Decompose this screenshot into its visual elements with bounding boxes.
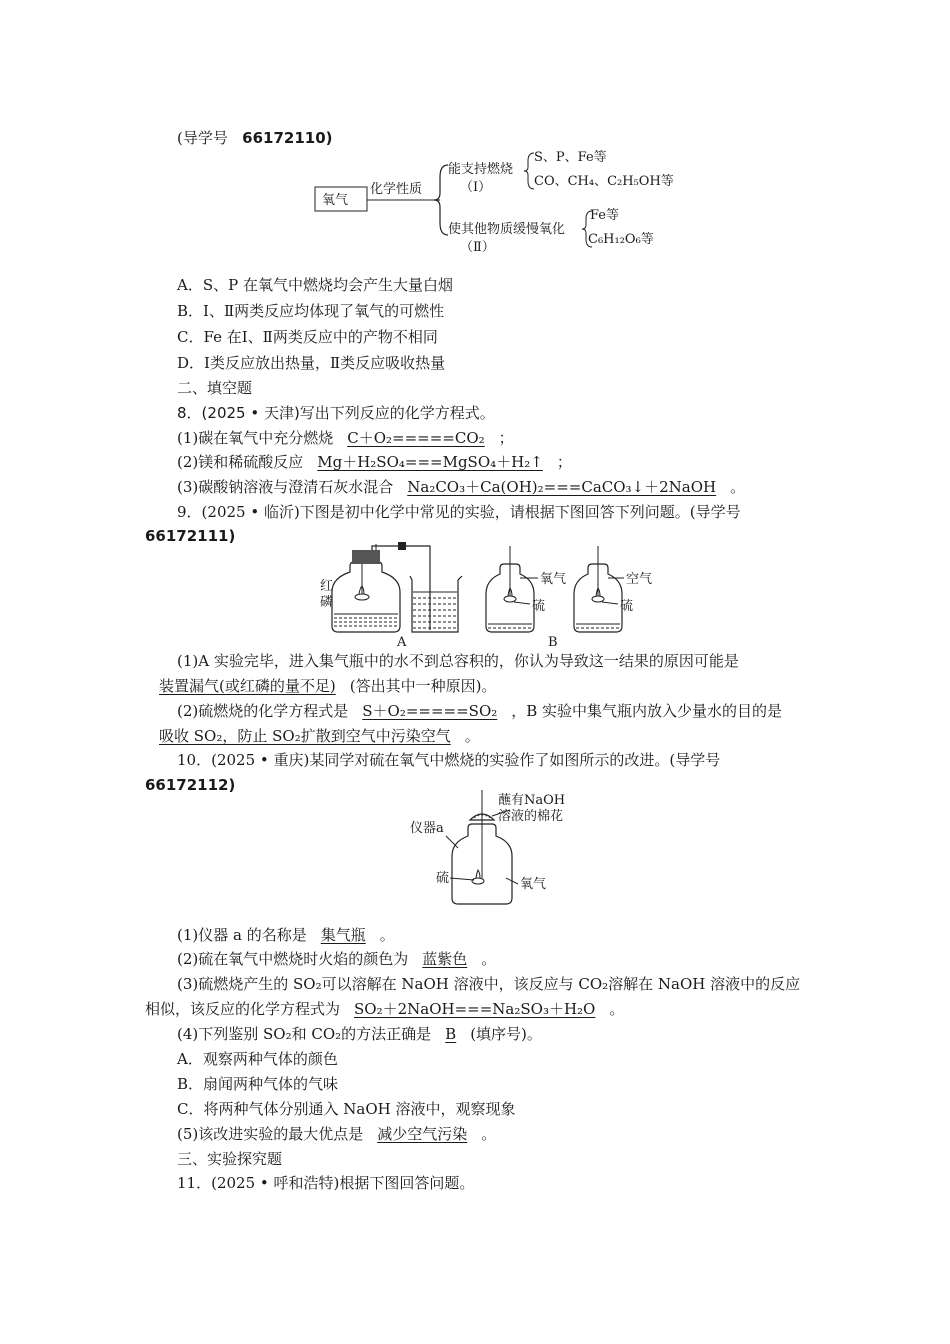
q10-stem: 10．(2025 • 重庆)某同学对硫在氧气中燃烧的实验作了如图所示的改进。(导学号	[177, 751, 721, 769]
q8-part-3-text: (3)碳酸钠溶液与澄清石灰水混合	[177, 478, 394, 496]
class-1-example-1: S、P、Fe等	[534, 150, 607, 165]
q8-part-2	[177, 452, 572, 472]
q10-option-c: C．将两种气体分别通入 NaOH 溶液中，观察现象	[177, 1100, 516, 1118]
q10-part-3-text: 相似，该反应的化学方程式为	[145, 1000, 341, 1018]
section-fill-in-heading: 二、填空题	[177, 379, 253, 397]
q7-option-a: A．S、P 在氧气中燃烧均会产生大量白烟	[177, 276, 453, 294]
q9-red-phosphorus-1: 红	[320, 579, 334, 594]
q9-sulfur-label-2: 硫	[620, 599, 634, 614]
q10-part-4	[177, 1024, 542, 1044]
chem-property-label: 化学性质	[370, 182, 423, 197]
q10-part-5	[177, 1124, 496, 1144]
q10-guide-number: 66172112)	[145, 776, 236, 794]
q10-part-2-text: (2)硫在氧气中燃烧时火焰的颜色为	[177, 950, 409, 968]
q10-part-1	[177, 925, 395, 945]
class-2-example-2: C₆H₁₂O₆等	[588, 232, 654, 247]
q8-answer-2: Mg＋H₂SO₄===MgSO₄＋H₂↑	[317, 453, 543, 471]
q9-stem: 9．(2025 • 临沂)下图是初中化学中常见的实验，请根据下图回答下列问题。(导学号	[177, 503, 741, 521]
q9-answer-2b: 吸收 SO₂，防止 SO₂扩散到空气中污染空气	[159, 727, 451, 745]
oxygen-box-label: 氧气	[322, 193, 349, 208]
q10-sulfur-label: 硫	[436, 871, 450, 886]
q9-part-2-answer-line	[145, 726, 480, 746]
q7-option-b: B．Ⅰ、Ⅱ两类反应均体现了氧气的可燃性	[177, 302, 445, 320]
class-1-example-2: CO、CH₄、C₂H₅OH等	[534, 174, 674, 189]
q10-part-3-end: 。	[609, 1000, 625, 1018]
q7-option-d: D．Ⅰ类反应放出热量，Ⅱ类反应吸收热量	[177, 354, 446, 372]
q9-oxygen-label: 氧气	[540, 572, 567, 587]
q9-answer-2: S＋O₂=====SO₂	[362, 702, 498, 720]
q8-answer-3: Na₂CO₃＋Ca(OH)₂===CaCO₃↓＋2NaOH	[407, 478, 717, 496]
slow-oxidation-label: 使其他物质缓慢氧化	[448, 222, 566, 237]
q10-part-5-end: 。	[481, 1125, 497, 1143]
oxygen-property-diagram	[310, 145, 680, 255]
q10-answer-5: 减少空气污染	[377, 1125, 468, 1143]
q9-part-2	[177, 701, 782, 721]
q9-part-2-end: 。	[464, 727, 480, 745]
q9-part-2-text: (2)硫燃烧的化学方程式是	[177, 702, 349, 720]
q9-guide-number: 66172111)	[145, 527, 236, 545]
q10-part-2	[177, 949, 496, 969]
q10-part-1-end: 。	[379, 926, 395, 944]
q9-part-1: (1)A 实验完毕，进入集气瓶中的水不到总容积的，你认为导致这一结果的原因可能是	[177, 652, 739, 670]
q10-experiment-figure	[410, 790, 590, 910]
q8-part-2-text: (2)镁和稀硫酸反应	[177, 453, 304, 471]
q11-stem: 11．(2025 • 呼和浩特)根据下图回答问题。	[177, 1174, 475, 1192]
q10-oxygen-label: 氧气	[520, 877, 547, 892]
q10-part-4-text: (4)下列鉴别 SO₂和 CO₂的方法正确是	[177, 1025, 432, 1043]
q9-answer-1: 装置漏气(或红磷的量不足)	[159, 677, 336, 695]
q8-part-3-end: 。	[730, 478, 746, 496]
q9-part-1-end: (答出其中一种原因)。	[349, 677, 497, 695]
class-2-example-1: Fe等	[590, 208, 620, 223]
guide-number: 66172110)	[242, 129, 333, 147]
q8-part-1-text: (1)碳在氧气中充分燃烧	[177, 429, 334, 447]
q10-part-3: (3)硫燃烧产生的 SO₂可以溶解在 NaOH 溶液中，该反应与 CO₂溶解在 NaOH 溶液中的反应	[177, 975, 801, 993]
q9-label-b: B	[548, 635, 558, 650]
q10-option-b: B．扇闻两种气体的气味	[177, 1075, 339, 1093]
q9-part-2-mid: ，B 实验中集气瓶内放入少量水的目的是	[511, 702, 783, 720]
q9-sulfur-label-1: 硫	[532, 599, 546, 614]
q9-air-label: 空气	[626, 572, 653, 587]
q9-label-a: A	[397, 635, 407, 650]
guide-label: (导学号	[177, 129, 228, 147]
q10-part-2-end: 。	[481, 950, 497, 968]
q7-option-c: C．Fe 在Ⅰ、Ⅱ两类反应中的产物不相同	[177, 328, 438, 346]
q10-instrument-label: 仪器a	[410, 821, 444, 836]
q10-answer-3: SO₂＋2NaOH===Na₂SO₃＋H₂O	[354, 1000, 596, 1018]
q10-answer-1: 集气瓶	[320, 926, 366, 944]
q8-part-3	[177, 477, 745, 497]
q10-part-4-end: (填序号)。	[470, 1025, 542, 1043]
class-1-label: （Ⅰ）	[460, 180, 492, 195]
section-experiment-heading: 三、实验探究题	[177, 1150, 283, 1168]
q8-part-2-end: ；	[556, 453, 572, 471]
q8-answer-1: C＋O₂=====CO₂	[347, 429, 485, 447]
q10-cotton-label-2: 溶液的棉花	[498, 809, 564, 824]
q10-cotton-label-1: 蘸有NaOH	[498, 793, 566, 808]
q10-part-1-text: (1)仪器 a 的名称是	[177, 926, 307, 944]
q9-red-phosphorus-2: 磷	[320, 595, 334, 610]
class-2-label: （Ⅱ）	[460, 240, 495, 255]
q8-part-1-end: ；	[498, 429, 514, 447]
q10-option-a: A．观察两种气体的颜色	[177, 1050, 338, 1068]
q9-experiment-figure	[320, 542, 660, 650]
q9-part-1-answer-line	[145, 676, 496, 696]
q10-part-3-line-2	[145, 999, 624, 1019]
q10-answer-4: B	[445, 1025, 457, 1043]
q10-part-5-text: (5)该改进实验的最大优点是	[177, 1125, 364, 1143]
q8-part-1	[177, 428, 514, 448]
q10-answer-2: 蓝紫色	[422, 950, 468, 968]
q8-stem: 8．(2025 • 天津)写出下列反应的化学方程式。	[177, 404, 495, 422]
support-combustion-label: 能支持燃烧	[448, 162, 514, 177]
